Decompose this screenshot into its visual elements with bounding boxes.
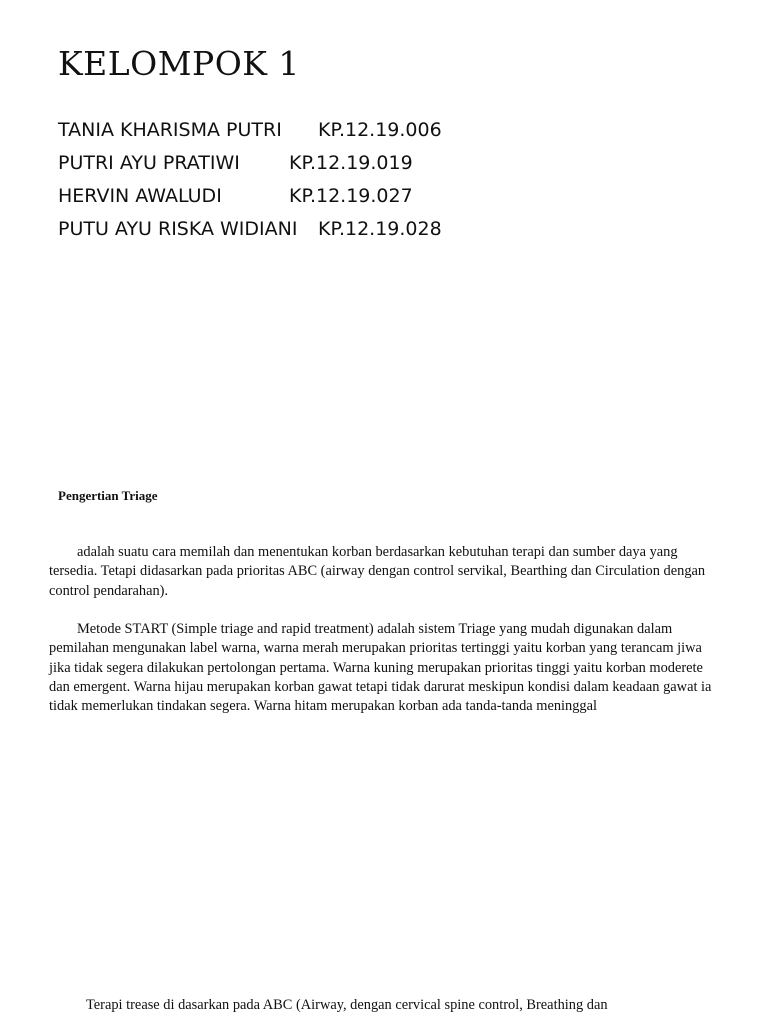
page-title: KELOMPOK 1 (58, 44, 300, 83)
member-name: HERVIN AWALUDI (58, 185, 222, 207)
member-id: KP.12.19.028 (318, 218, 442, 240)
section-heading: Pengertian Triage (58, 488, 158, 503)
paragraph: Metode START (Simple triage and rapid treatment) adalah sistem Triage yang mudah digunakan dalam pemilahan mengunakan label warna, warna merah merupakan prioritas tertinggi yaitu korban yang terancam jiwa jika tidak segera dilakukan pertolongan pertama. Warna kuning merupakan prioritas tinggi yaitu korban moderete dan emergent. Warna hijau merupakan korban gawat tetapi tidak darurat meskipun kondisi dalam keadaan gawat ia tidak memerlukan tindakan segera. Warna hitam merupakan korban ada tanda-tanda meninggal (49, 621, 712, 715)
paragraph: adalah suatu cara memilah dan menentukan korban berdasarkan kebutuhan terapi dan sumber daya yang tersedia. Tetapi didasarkan pada prioritas ABC (airway dengan control servikal, Bearthing dan Circulation dengan control pendarahan). (49, 544, 706, 599)
member-id: KP.12.19.006 (318, 119, 442, 141)
member-name: PUTRI AYU PRATIWI (58, 152, 240, 174)
member-id: KP.12.19.019 (289, 152, 413, 174)
member-name: TANIA KHARISMA PUTRI (58, 119, 282, 141)
member-id: KP.12.19.027 (289, 185, 413, 207)
member-name: PUTU AYU RISKA WIDIANI (58, 218, 298, 240)
paragraph: Terapi trease di dasarkan pada ABC (Airway, dengan cervical spine control, Breathing dan (86, 997, 608, 1013)
